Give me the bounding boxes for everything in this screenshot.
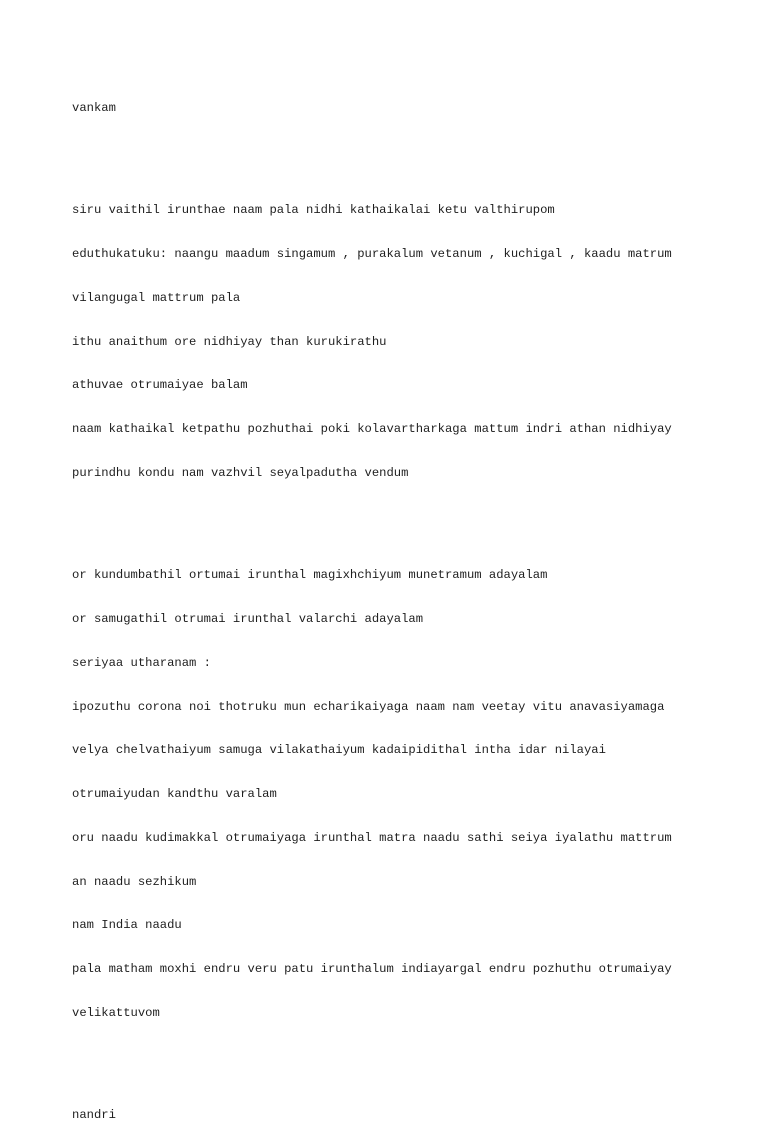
paragraph2-line: pala matham moxhi endru veru patu irunthalum indiayargal endru pozhuthu otrumaiyay <box>72 962 672 977</box>
closing-line: nandri <box>72 1108 116 1123</box>
paragraph2-line: ipozuthu corona noi thotruku mun echarikaiyaga naam nam veetay vitu anavasiyamaga <box>72 699 665 714</box>
paragraph2-line: an naadu sezhikum <box>72 874 197 889</box>
blank-line <box>72 1050 696 1065</box>
paragraph1-line: ithu anaithum ore nidhiyay than kurukirathu <box>72 334 387 349</box>
paragraph1-line: vilangugal mattrum pala <box>72 290 241 305</box>
paragraph2-line: velikattuvom <box>72 1006 160 1020</box>
paragraph1-line: eduthukatuku: naangu maadum singamum , purakalum vetanum , kuchigal , kaadu matrum <box>72 247 672 262</box>
document-page <box>72 72 696 1137</box>
paragraph2-line: or kundumbathil ortumai irunthal magixhchiyum munetramum adayalam <box>72 568 548 583</box>
blank-line <box>72 145 696 160</box>
paragraph2-line: otrumaiyudan kandthu varalam <box>72 787 277 802</box>
paragraph2-line: or samugathil otrumai irunthal valarchi adayalam <box>72 611 424 626</box>
paragraph2-line: nam India naadu <box>72 918 182 933</box>
paragraph2-line: velya chelvathaiyum samuga vilakathaiyum kadaipidithal intha idar nilayai <box>72 743 606 758</box>
paragraph1-line: purindhu kondu nam vazhvil seyalpadutha vendum <box>72 466 409 481</box>
paragraph1-line: athuvae otrumaiyae balam <box>72 378 248 393</box>
paragraph1-line: naam kathaikal ketpathu pozhuthai poki kolavartharkaga mattum indri athan nidhiyay <box>72 422 672 437</box>
greeting-line: vankam <box>72 101 116 116</box>
paragraph2-line: oru naadu kudimakkal otrumaiyaga irunthal matra naadu sathi seiya iyalathu mattrum <box>72 830 672 845</box>
blank-line <box>72 510 696 525</box>
paragraph2-line: seriyaa utharanam : <box>72 655 211 670</box>
paragraph1-line: siru vaithil irunthae naam pala nidhi kathaikalai ketu valthirupom <box>72 203 555 218</box>
